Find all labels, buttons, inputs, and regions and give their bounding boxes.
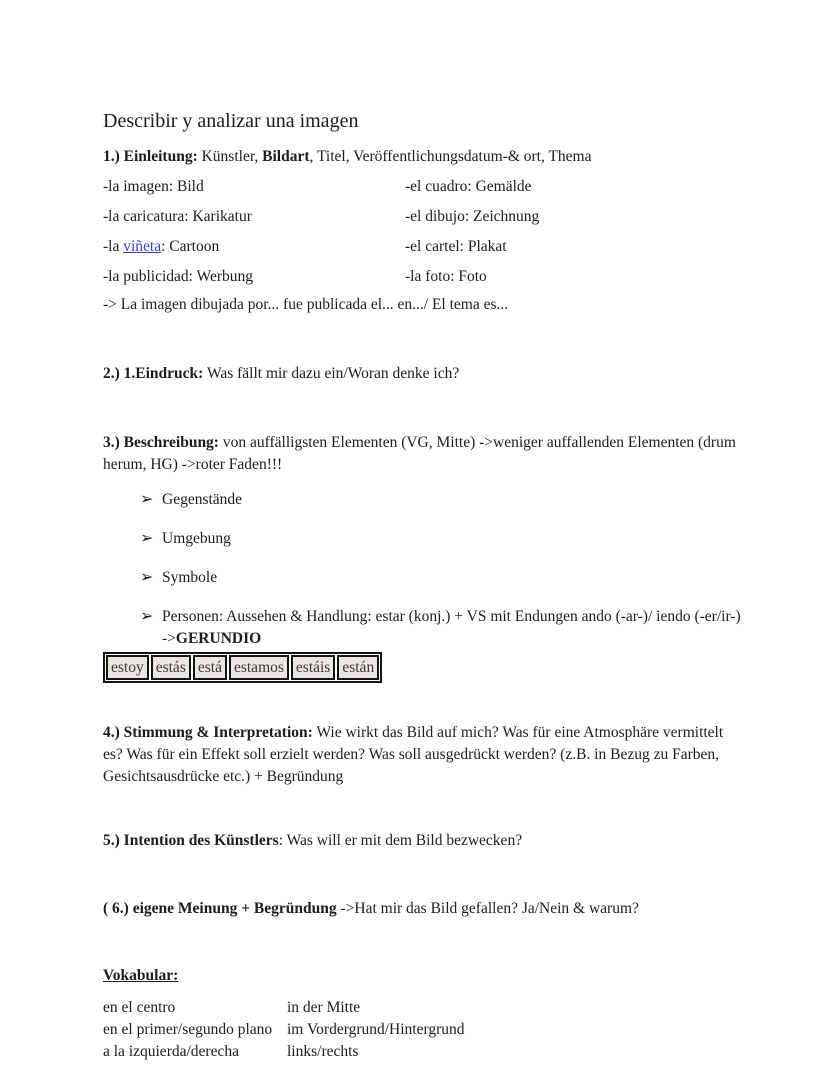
vocab-item-suffix: : Cartoon [161,238,220,255]
vocab-de: links/rechts [287,1043,359,1060]
vocab-item: -el dibujo: Zeichnung [405,208,540,225]
vocab-item: -la imagen: Bild [103,178,204,195]
vocab-item: -la caricatura: Karikatur [103,208,252,225]
vocab-es: en el primer/segundo plano [103,1021,273,1038]
section-3-text: von auffälligsten Elementen (VG, Mitte) ->weniger auffallenden Elementen (drum herum, HG) ->roter Faden!!! [103,434,736,473]
bullet-label: Gegenstände [162,491,243,508]
bullet-label [162,606,743,650]
arrowhead-bullet-icon: ➢ [140,491,154,508]
table-cell: estoy [106,655,149,680]
list-item [140,606,743,650]
section-6-label: ( 6.) eigene Meinung + Begründung [103,900,337,917]
example-sentence: -> La imagen dibujada por... fue publicada el... en.../ El tema es... [103,296,509,313]
section-1-text: Künstler, [197,148,263,165]
vokabular-heading: Vokabular: [103,967,179,984]
bullet-label: Umgebung [162,530,231,547]
list-item [140,489,743,511]
vocab-item: -el cuadro: Gemälde [405,178,532,195]
description-bullet-list [103,489,743,650]
page-title: Describir y analizar una imagen [103,110,359,132]
vocab-item: -el cartel: Plakat [405,238,507,255]
section-1-label: 1.) Einleitung: [103,148,198,165]
section-5-text: : Was will er mit dem Bild bezwecken? [278,832,523,849]
section-1-text-rest: , Titel, Veröffentlichungsdatum-& ort, Thema [309,148,592,165]
vocab-de: im Vordergrund/Hintergrund [287,1021,465,1038]
vocab-item-prefix: -la [103,238,124,255]
arrowhead-bullet-icon: ➢ [140,608,154,625]
table-cell: está [193,655,227,680]
section-1-bold-word: Bildart [262,148,310,165]
vocab-item: -la foto: Foto [405,268,487,285]
bullet-label: Symbole [162,569,218,586]
list-item [140,567,743,589]
section-4-text: Wie wirkt das Bild auf mich? Was für eine Atmosphäre vermittelt es? Was für ein Effekt soll erzielt werden? Was soll ausgedrückt werden? (z.B. in Bezug zu Farben, Gesichtsausdrücke etc.) + Begründung [103,724,724,785]
section-4-label: 4.) Stimmung & Interpretation: [103,724,313,741]
section-1-heading [103,146,743,168]
arrowhead-bullet-icon: ➢ [140,569,154,586]
section-4-heading [103,722,743,788]
section-5-label: 5.) Intention des Künstlers [103,832,279,849]
section-2-heading [103,363,743,385]
section-3-label: 3.) Beschreibung: [103,434,219,451]
image-types-vocab-list [103,176,743,288]
list-item [140,528,743,550]
vocab-de: in der Mitte [287,999,361,1016]
table-cell: estáis [291,655,335,680]
section-6-heading [103,898,743,920]
vocab-es: a la izquierda/derecha [103,1043,239,1060]
arrowhead-bullet-icon: ➢ [140,530,154,547]
vineta-link[interactable]: viñeta [123,238,162,255]
position-vocab-list [103,997,743,1063]
table-cell: estamos [229,655,289,680]
personen-text: Personen: Aussehen & Handlung: estar (konj.) + VS mit Endungen ando (-ar-)/ iendo (-er/ir-) -> [162,608,741,647]
vocab-item [103,236,405,258]
table-cell: están [337,655,379,680]
vocab-item: -la publicidad: Werbung [103,268,253,285]
section-3-heading [103,432,743,476]
gerundio-bold: GERUNDIO [175,630,262,647]
estar-conjugation-table [103,652,382,683]
section-6-text: ->Hat mir das Bild gefallen? Ja/Nein & warum? [336,900,639,917]
vocab-es: en el centro [103,999,176,1016]
table-cell: estás [151,655,191,680]
section-5-heading [103,830,743,852]
section-2-text: Was fällt mir dazu ein/Woran denke ich? [203,365,460,382]
section-2-label: 2.) 1.Eindruck: [103,365,204,382]
document-content [103,0,743,1063]
